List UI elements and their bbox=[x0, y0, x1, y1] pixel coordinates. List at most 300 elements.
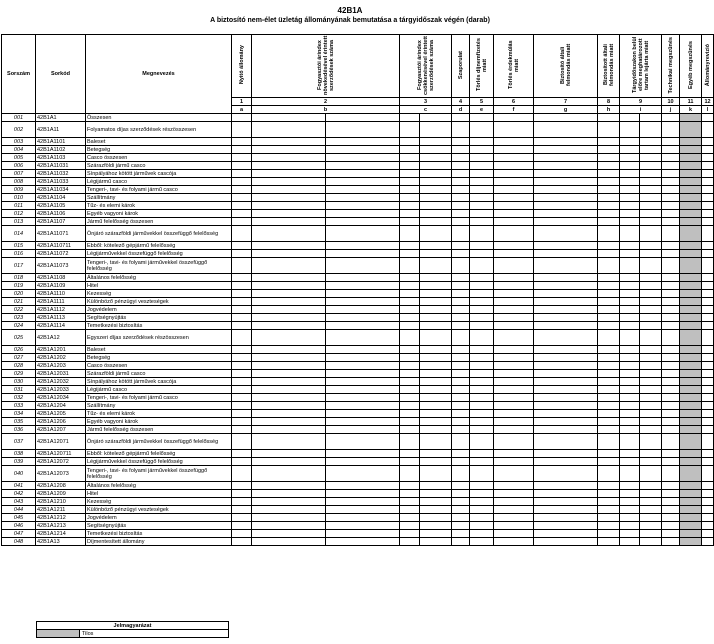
data-cell[interactable] bbox=[326, 122, 400, 138]
data-cell[interactable] bbox=[400, 226, 420, 242]
data-cell[interactable] bbox=[680, 274, 702, 282]
data-cell[interactable] bbox=[470, 394, 494, 402]
data-cell[interactable] bbox=[452, 434, 470, 450]
data-cell[interactable] bbox=[702, 122, 714, 138]
data-cell[interactable] bbox=[598, 466, 620, 482]
data-cell[interactable] bbox=[470, 202, 494, 210]
data-cell[interactable] bbox=[232, 154, 252, 162]
data-cell[interactable] bbox=[640, 258, 662, 274]
data-cell[interactable] bbox=[598, 178, 620, 186]
data-cell[interactable] bbox=[232, 466, 252, 482]
data-cell[interactable] bbox=[680, 458, 702, 466]
data-cell[interactable] bbox=[598, 170, 620, 178]
data-cell[interactable] bbox=[400, 378, 420, 386]
data-cell[interactable] bbox=[494, 530, 534, 538]
data-cell[interactable] bbox=[534, 178, 598, 186]
data-cell[interactable] bbox=[400, 466, 420, 482]
data-cell[interactable] bbox=[232, 426, 252, 434]
data-cell[interactable] bbox=[620, 346, 640, 354]
data-cell[interactable] bbox=[662, 250, 680, 258]
data-cell[interactable] bbox=[640, 298, 662, 306]
data-cell[interactable] bbox=[470, 386, 494, 394]
data-cell[interactable] bbox=[420, 226, 452, 242]
data-cell[interactable] bbox=[702, 386, 714, 394]
data-cell[interactable] bbox=[452, 218, 470, 226]
data-cell[interactable] bbox=[534, 458, 598, 466]
data-cell[interactable] bbox=[620, 426, 640, 434]
data-cell[interactable] bbox=[400, 434, 420, 450]
data-cell[interactable] bbox=[662, 346, 680, 354]
data-cell[interactable] bbox=[620, 538, 640, 546]
data-cell[interactable] bbox=[662, 170, 680, 178]
data-cell[interactable] bbox=[620, 522, 640, 530]
data-cell[interactable] bbox=[326, 154, 400, 162]
data-cell[interactable] bbox=[494, 162, 534, 170]
data-cell[interactable] bbox=[598, 362, 620, 370]
data-cell[interactable] bbox=[470, 170, 494, 178]
data-cell[interactable] bbox=[452, 314, 470, 322]
data-cell[interactable] bbox=[620, 202, 640, 210]
data-cell[interactable] bbox=[326, 186, 400, 194]
data-cell[interactable] bbox=[680, 154, 702, 162]
data-cell[interactable] bbox=[680, 402, 702, 410]
data-cell[interactable] bbox=[702, 226, 714, 242]
data-cell[interactable] bbox=[662, 162, 680, 170]
data-cell[interactable] bbox=[252, 458, 326, 466]
data-cell[interactable] bbox=[420, 458, 452, 466]
data-cell[interactable] bbox=[620, 186, 640, 194]
data-cell[interactable] bbox=[702, 426, 714, 434]
data-cell[interactable] bbox=[400, 122, 420, 138]
data-cell[interactable] bbox=[232, 506, 252, 514]
data-cell[interactable] bbox=[326, 354, 400, 362]
data-cell[interactable] bbox=[470, 426, 494, 434]
data-cell[interactable] bbox=[680, 410, 702, 418]
data-cell[interactable] bbox=[452, 506, 470, 514]
data-cell[interactable] bbox=[494, 322, 534, 330]
data-cell[interactable] bbox=[232, 354, 252, 362]
data-cell[interactable] bbox=[420, 498, 452, 506]
data-cell[interactable] bbox=[680, 186, 702, 194]
data-cell[interactable] bbox=[680, 242, 702, 250]
data-cell[interactable] bbox=[598, 202, 620, 210]
data-cell[interactable] bbox=[420, 282, 452, 290]
data-cell[interactable] bbox=[232, 490, 252, 498]
data-cell[interactable] bbox=[534, 482, 598, 490]
data-cell[interactable] bbox=[598, 146, 620, 154]
data-cell[interactable] bbox=[702, 498, 714, 506]
data-cell[interactable] bbox=[400, 314, 420, 322]
data-cell[interactable] bbox=[252, 394, 326, 402]
data-cell[interactable] bbox=[702, 322, 714, 330]
data-cell[interactable] bbox=[620, 530, 640, 538]
data-cell[interactable] bbox=[494, 402, 534, 410]
data-cell[interactable] bbox=[534, 258, 598, 274]
data-cell[interactable] bbox=[680, 394, 702, 402]
data-cell[interactable] bbox=[640, 146, 662, 154]
data-cell[interactable] bbox=[326, 434, 400, 450]
data-cell[interactable] bbox=[640, 274, 662, 282]
data-cell[interactable] bbox=[326, 298, 400, 306]
data-cell[interactable] bbox=[420, 170, 452, 178]
data-cell[interactable] bbox=[662, 194, 680, 202]
data-cell[interactable] bbox=[232, 402, 252, 410]
data-cell[interactable] bbox=[494, 226, 534, 242]
data-cell[interactable] bbox=[326, 250, 400, 258]
data-cell[interactable] bbox=[420, 514, 452, 522]
data-cell[interactable] bbox=[702, 114, 714, 122]
data-cell[interactable] bbox=[680, 466, 702, 482]
data-cell[interactable] bbox=[702, 250, 714, 258]
data-cell[interactable] bbox=[252, 370, 326, 378]
data-cell[interactable] bbox=[326, 194, 400, 202]
data-cell[interactable] bbox=[534, 522, 598, 530]
data-cell[interactable] bbox=[598, 194, 620, 202]
data-cell[interactable] bbox=[662, 506, 680, 514]
data-cell[interactable] bbox=[420, 154, 452, 162]
data-cell[interactable] bbox=[534, 138, 598, 146]
data-cell[interactable] bbox=[326, 490, 400, 498]
data-cell[interactable] bbox=[232, 138, 252, 146]
data-cell[interactable] bbox=[640, 346, 662, 354]
data-cell[interactable] bbox=[680, 202, 702, 210]
data-cell[interactable] bbox=[452, 394, 470, 402]
data-cell[interactable] bbox=[620, 162, 640, 170]
data-cell[interactable] bbox=[420, 354, 452, 362]
data-cell[interactable] bbox=[620, 242, 640, 250]
data-cell[interactable] bbox=[620, 290, 640, 298]
data-cell[interactable] bbox=[598, 354, 620, 362]
data-cell[interactable] bbox=[598, 394, 620, 402]
data-cell[interactable] bbox=[680, 306, 702, 314]
data-cell[interactable] bbox=[640, 418, 662, 426]
data-cell[interactable] bbox=[452, 306, 470, 314]
data-cell[interactable] bbox=[640, 514, 662, 522]
data-cell[interactable] bbox=[400, 354, 420, 362]
data-cell[interactable] bbox=[494, 482, 534, 490]
data-cell[interactable] bbox=[470, 514, 494, 522]
data-cell[interactable] bbox=[452, 466, 470, 482]
data-cell[interactable] bbox=[534, 274, 598, 282]
data-cell[interactable] bbox=[640, 522, 662, 530]
data-cell[interactable] bbox=[702, 162, 714, 170]
data-cell[interactable] bbox=[420, 146, 452, 154]
data-cell[interactable] bbox=[620, 386, 640, 394]
data-cell[interactable] bbox=[470, 466, 494, 482]
data-cell[interactable] bbox=[534, 506, 598, 514]
data-cell[interactable] bbox=[400, 386, 420, 394]
data-cell[interactable] bbox=[232, 226, 252, 242]
data-cell[interactable] bbox=[598, 530, 620, 538]
data-cell[interactable] bbox=[662, 394, 680, 402]
data-cell[interactable] bbox=[620, 114, 640, 122]
data-cell[interactable] bbox=[640, 490, 662, 498]
data-cell[interactable] bbox=[420, 290, 452, 298]
data-cell[interactable] bbox=[640, 506, 662, 514]
data-cell[interactable] bbox=[470, 226, 494, 242]
data-cell[interactable] bbox=[662, 378, 680, 386]
data-cell[interactable] bbox=[662, 514, 680, 522]
data-cell[interactable] bbox=[326, 202, 400, 210]
data-cell[interactable] bbox=[640, 202, 662, 210]
data-cell[interactable] bbox=[598, 282, 620, 290]
data-cell[interactable] bbox=[702, 170, 714, 178]
data-cell[interactable] bbox=[326, 290, 400, 298]
data-cell[interactable] bbox=[326, 426, 400, 434]
data-cell[interactable] bbox=[494, 154, 534, 162]
data-cell[interactable] bbox=[620, 154, 640, 162]
data-cell[interactable] bbox=[598, 298, 620, 306]
data-cell[interactable] bbox=[598, 482, 620, 490]
data-cell[interactable] bbox=[702, 458, 714, 466]
data-cell[interactable] bbox=[420, 402, 452, 410]
data-cell[interactable] bbox=[598, 258, 620, 274]
data-cell[interactable] bbox=[494, 290, 534, 298]
data-cell[interactable] bbox=[452, 538, 470, 546]
data-cell[interactable] bbox=[534, 154, 598, 162]
data-cell[interactable] bbox=[534, 322, 598, 330]
data-cell[interactable] bbox=[470, 290, 494, 298]
data-cell[interactable] bbox=[534, 298, 598, 306]
data-cell[interactable] bbox=[420, 450, 452, 458]
data-cell[interactable] bbox=[452, 386, 470, 394]
data-cell[interactable] bbox=[662, 314, 680, 322]
data-cell[interactable] bbox=[598, 138, 620, 146]
data-cell[interactable] bbox=[598, 314, 620, 322]
data-cell[interactable] bbox=[326, 322, 400, 330]
data-cell[interactable] bbox=[252, 218, 326, 226]
data-cell[interactable] bbox=[232, 386, 252, 394]
data-cell[interactable] bbox=[662, 146, 680, 154]
data-cell[interactable] bbox=[662, 426, 680, 434]
data-cell[interactable] bbox=[420, 530, 452, 538]
data-cell[interactable] bbox=[470, 242, 494, 250]
data-cell[interactable] bbox=[494, 282, 534, 290]
data-cell[interactable] bbox=[534, 538, 598, 546]
data-cell[interactable] bbox=[598, 330, 620, 346]
data-cell[interactable] bbox=[680, 418, 702, 426]
data-cell[interactable] bbox=[680, 258, 702, 274]
data-cell[interactable] bbox=[252, 330, 326, 346]
data-cell[interactable] bbox=[470, 178, 494, 186]
data-cell[interactable] bbox=[662, 210, 680, 218]
data-cell[interactable] bbox=[470, 218, 494, 226]
data-cell[interactable] bbox=[400, 274, 420, 282]
data-cell[interactable] bbox=[252, 522, 326, 530]
data-cell[interactable] bbox=[232, 298, 252, 306]
data-cell[interactable] bbox=[420, 490, 452, 498]
data-cell[interactable] bbox=[534, 530, 598, 538]
data-cell[interactable] bbox=[494, 170, 534, 178]
data-cell[interactable] bbox=[326, 346, 400, 354]
data-cell[interactable] bbox=[494, 242, 534, 250]
data-cell[interactable] bbox=[640, 186, 662, 194]
data-cell[interactable] bbox=[494, 298, 534, 306]
data-cell[interactable] bbox=[494, 186, 534, 194]
data-cell[interactable] bbox=[452, 210, 470, 218]
data-cell[interactable] bbox=[494, 466, 534, 482]
data-cell[interactable] bbox=[640, 154, 662, 162]
data-cell[interactable] bbox=[420, 202, 452, 210]
data-cell[interactable] bbox=[534, 210, 598, 218]
data-cell[interactable] bbox=[494, 498, 534, 506]
data-cell[interactable] bbox=[232, 306, 252, 314]
data-cell[interactable] bbox=[420, 522, 452, 530]
data-cell[interactable] bbox=[400, 322, 420, 330]
data-cell[interactable] bbox=[232, 322, 252, 330]
data-cell[interactable] bbox=[452, 418, 470, 426]
data-cell[interactable] bbox=[252, 538, 326, 546]
data-cell[interactable] bbox=[400, 490, 420, 498]
data-cell[interactable] bbox=[400, 418, 420, 426]
data-cell[interactable] bbox=[400, 362, 420, 370]
data-cell[interactable] bbox=[452, 282, 470, 290]
data-cell[interactable] bbox=[452, 322, 470, 330]
data-cell[interactable] bbox=[400, 298, 420, 306]
data-cell[interactable] bbox=[232, 538, 252, 546]
data-cell[interactable] bbox=[534, 114, 598, 122]
data-cell[interactable] bbox=[232, 530, 252, 538]
data-cell[interactable] bbox=[494, 194, 534, 202]
data-cell[interactable] bbox=[400, 290, 420, 298]
data-cell[interactable] bbox=[470, 186, 494, 194]
data-cell[interactable] bbox=[640, 362, 662, 370]
data-cell[interactable] bbox=[534, 290, 598, 298]
data-cell[interactable] bbox=[470, 362, 494, 370]
data-cell[interactable] bbox=[400, 282, 420, 290]
data-cell[interactable] bbox=[232, 330, 252, 346]
data-cell[interactable] bbox=[620, 170, 640, 178]
data-cell[interactable] bbox=[620, 250, 640, 258]
data-cell[interactable] bbox=[420, 418, 452, 426]
data-cell[interactable] bbox=[470, 530, 494, 538]
data-cell[interactable] bbox=[400, 138, 420, 146]
data-cell[interactable] bbox=[452, 458, 470, 466]
data-cell[interactable] bbox=[702, 154, 714, 162]
data-cell[interactable] bbox=[400, 426, 420, 434]
data-cell[interactable] bbox=[470, 506, 494, 514]
data-cell[interactable] bbox=[420, 410, 452, 418]
data-cell[interactable] bbox=[232, 178, 252, 186]
data-cell[interactable] bbox=[534, 146, 598, 154]
data-cell[interactable] bbox=[326, 514, 400, 522]
data-cell[interactable] bbox=[252, 362, 326, 370]
data-cell[interactable] bbox=[494, 434, 534, 450]
data-cell[interactable] bbox=[702, 290, 714, 298]
data-cell[interactable] bbox=[494, 122, 534, 138]
data-cell[interactable] bbox=[470, 330, 494, 346]
data-cell[interactable] bbox=[494, 210, 534, 218]
data-cell[interactable] bbox=[232, 274, 252, 282]
data-cell[interactable] bbox=[252, 178, 326, 186]
data-cell[interactable] bbox=[252, 466, 326, 482]
data-cell[interactable] bbox=[620, 354, 640, 362]
data-cell[interactable] bbox=[494, 410, 534, 418]
data-cell[interactable] bbox=[702, 306, 714, 314]
data-cell[interactable] bbox=[326, 522, 400, 530]
data-cell[interactable] bbox=[702, 530, 714, 538]
data-cell[interactable] bbox=[640, 538, 662, 546]
data-cell[interactable] bbox=[620, 330, 640, 346]
data-cell[interactable] bbox=[662, 122, 680, 138]
data-cell[interactable] bbox=[598, 370, 620, 378]
data-cell[interactable] bbox=[534, 402, 598, 410]
data-cell[interactable] bbox=[452, 370, 470, 378]
data-cell[interactable] bbox=[680, 506, 702, 514]
data-cell[interactable] bbox=[680, 226, 702, 242]
data-cell[interactable] bbox=[702, 202, 714, 210]
data-cell[interactable] bbox=[252, 346, 326, 354]
data-cell[interactable] bbox=[326, 482, 400, 490]
data-cell[interactable] bbox=[232, 450, 252, 458]
data-cell[interactable] bbox=[680, 170, 702, 178]
data-cell[interactable] bbox=[680, 194, 702, 202]
data-cell[interactable] bbox=[598, 386, 620, 394]
data-cell[interactable] bbox=[452, 178, 470, 186]
data-cell[interactable] bbox=[400, 330, 420, 346]
data-cell[interactable] bbox=[680, 298, 702, 306]
data-cell[interactable] bbox=[400, 410, 420, 418]
data-cell[interactable] bbox=[420, 434, 452, 450]
data-cell[interactable] bbox=[326, 394, 400, 402]
data-cell[interactable] bbox=[620, 514, 640, 522]
data-cell[interactable] bbox=[470, 146, 494, 154]
data-cell[interactable] bbox=[680, 434, 702, 450]
data-cell[interactable] bbox=[680, 314, 702, 322]
data-cell[interactable] bbox=[598, 346, 620, 354]
data-cell[interactable] bbox=[702, 538, 714, 546]
data-cell[interactable] bbox=[232, 162, 252, 170]
data-cell[interactable] bbox=[252, 314, 326, 322]
data-cell[interactable] bbox=[534, 386, 598, 394]
data-cell[interactable] bbox=[420, 538, 452, 546]
data-cell[interactable] bbox=[680, 178, 702, 186]
data-cell[interactable] bbox=[620, 498, 640, 506]
data-cell[interactable] bbox=[420, 162, 452, 170]
data-cell[interactable] bbox=[420, 346, 452, 354]
data-cell[interactable] bbox=[470, 538, 494, 546]
data-cell[interactable] bbox=[662, 202, 680, 210]
data-cell[interactable] bbox=[326, 138, 400, 146]
data-cell[interactable] bbox=[494, 202, 534, 210]
data-cell[interactable] bbox=[662, 522, 680, 530]
data-cell[interactable] bbox=[702, 146, 714, 154]
data-cell[interactable] bbox=[680, 218, 702, 226]
data-cell[interactable] bbox=[452, 450, 470, 458]
data-cell[interactable] bbox=[326, 162, 400, 170]
data-cell[interactable] bbox=[662, 290, 680, 298]
data-cell[interactable] bbox=[470, 122, 494, 138]
data-cell[interactable] bbox=[620, 378, 640, 386]
data-cell[interactable] bbox=[494, 370, 534, 378]
data-cell[interactable] bbox=[400, 146, 420, 154]
data-cell[interactable] bbox=[470, 482, 494, 490]
data-cell[interactable] bbox=[640, 250, 662, 258]
data-cell[interactable] bbox=[400, 218, 420, 226]
data-cell[interactable] bbox=[470, 138, 494, 146]
data-cell[interactable] bbox=[662, 418, 680, 426]
data-cell[interactable] bbox=[400, 522, 420, 530]
data-cell[interactable] bbox=[702, 410, 714, 418]
data-cell[interactable] bbox=[494, 386, 534, 394]
data-cell[interactable] bbox=[598, 434, 620, 450]
data-cell[interactable] bbox=[702, 514, 714, 522]
data-cell[interactable] bbox=[680, 482, 702, 490]
data-cell[interactable] bbox=[640, 290, 662, 298]
data-cell[interactable] bbox=[252, 226, 326, 242]
data-cell[interactable] bbox=[662, 218, 680, 226]
data-cell[interactable] bbox=[252, 186, 326, 194]
